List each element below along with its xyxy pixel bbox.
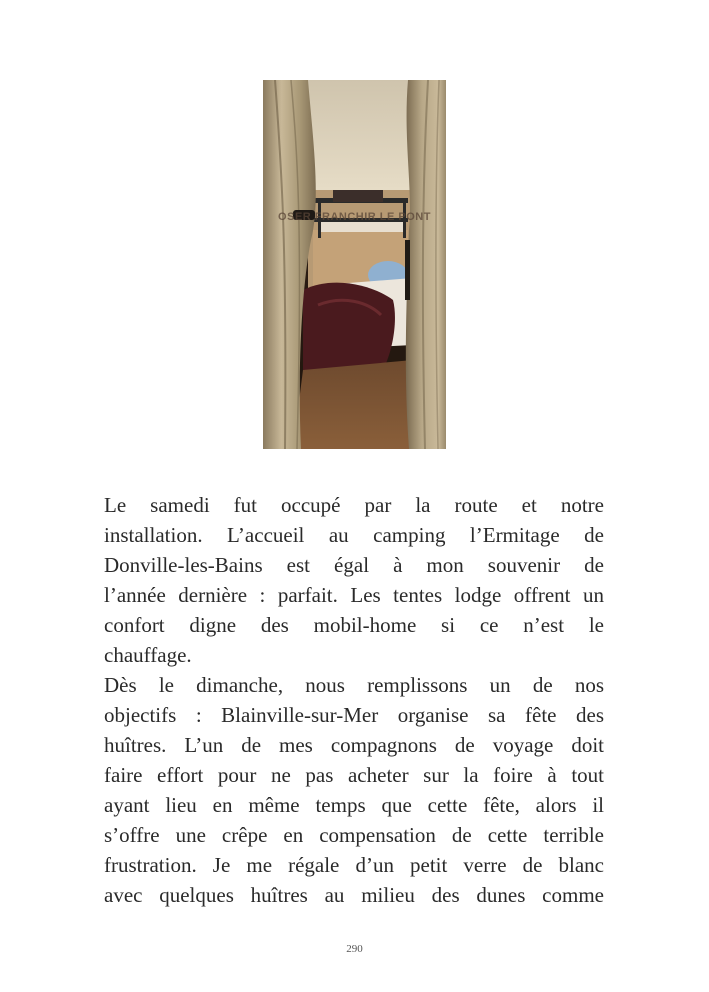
text-line: ayant lieu en même temps que cette fête, alors il [104,793,604,817]
text-line: chauffage. [104,643,192,667]
text-line: l’année dernière : parfait. Les tentes lodge offrent un [104,583,604,607]
page-number: 290 [346,943,363,955]
photo-watermark: OSER FRANCHIR LE PONT [278,211,431,223]
text-line: Le samedi fut occupé par la route et notre [104,493,604,517]
text-line: Donville-les-Bains est égal à mon souvenir de [104,553,604,577]
text-line: avec quelques huîtres au milieu des dunes comme [104,883,604,907]
text-line: confort digne des mobil-home si ce n’est le [104,613,604,637]
text-line: faire effort pour ne pas acheter sur la foire à tout [104,763,604,787]
paragraph [104,490,604,670]
text-line: objectifs : Blainville-sur-Mer organise sa fête des [104,703,604,727]
text-line: frustration. Je me régale d’un petit verre de blanc [104,853,604,877]
text-line: installation. L’accueil au camping l’Ermitage de [104,523,604,547]
text-line: huîtres. L’un de mes compagnons de voyage doit [104,733,604,757]
text-line: Dès le dimanche, nous remplissons un de nos [104,673,604,697]
tent-photo-illustration [263,80,446,449]
text-line: s’offre une crêpe en compensation de cette terrible [104,823,604,847]
paragraph [104,670,604,910]
body-text [104,490,604,910]
tent-interior-photo [263,80,446,449]
